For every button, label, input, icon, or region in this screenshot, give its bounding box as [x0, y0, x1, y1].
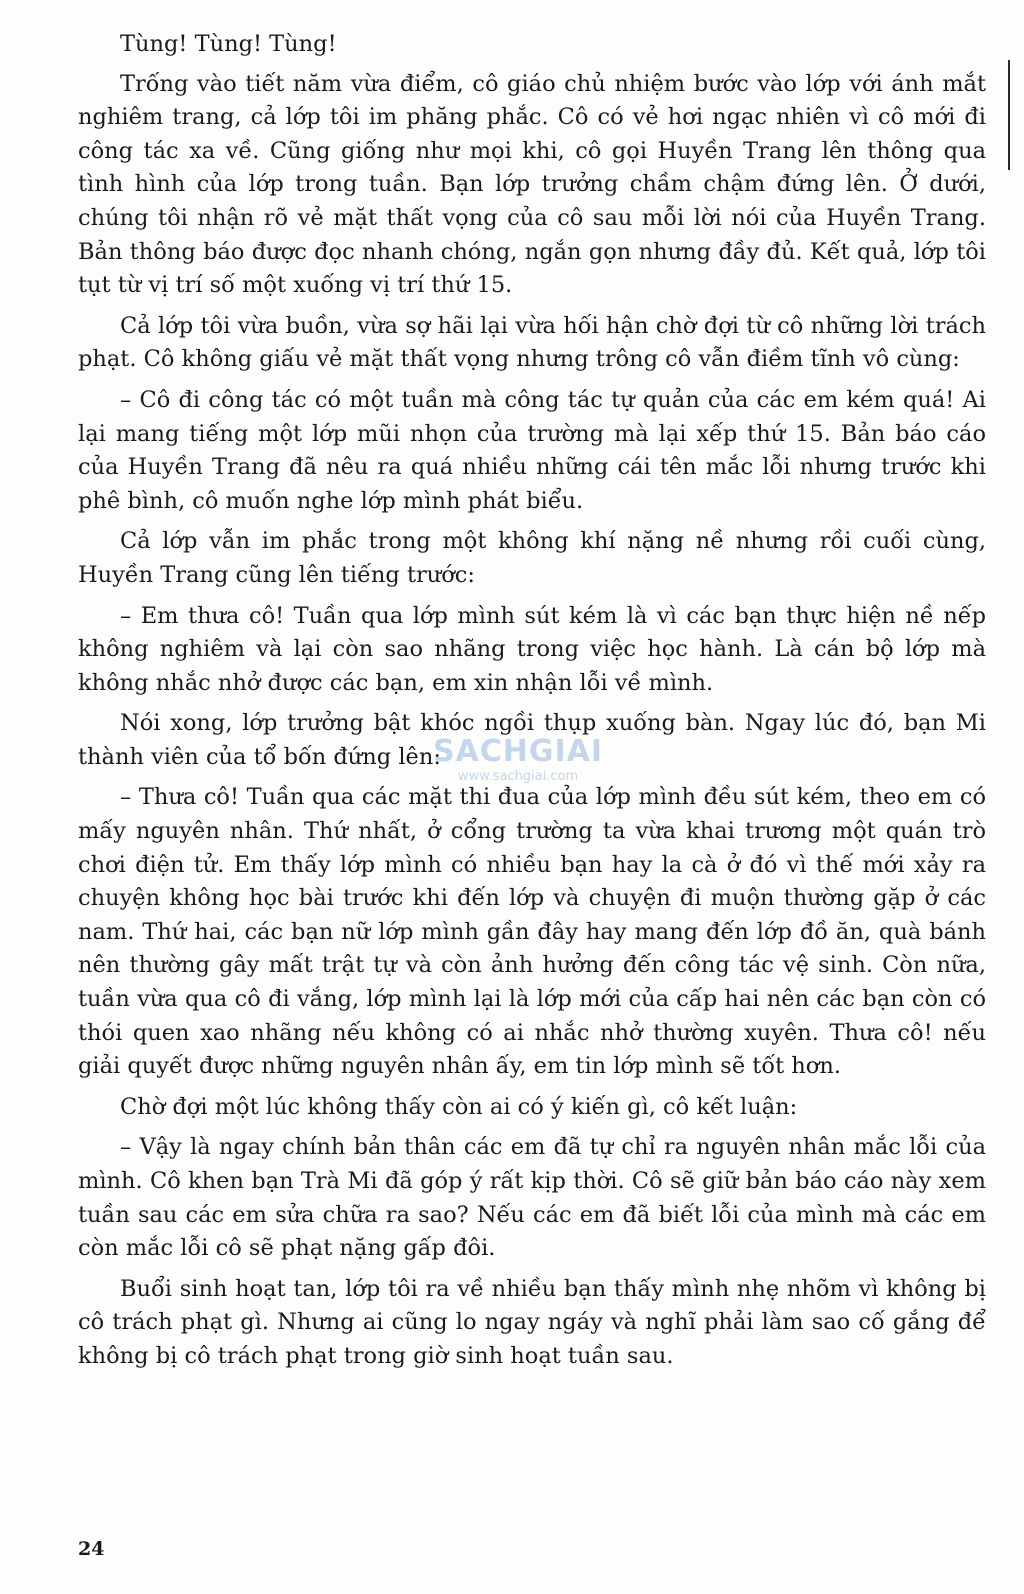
page-number: 24: [78, 1538, 105, 1560]
watermark-logo: SACHGIAI: [432, 734, 604, 769]
paragraph: Cả lớp tôi vừa buồn, vừa sợ hãi lại vừa hối hận chờ đợi từ cô những lời trách phạt. Cô không giấu vẻ mặt thất vọng nhưng trông cô vẫn điềm tĩnh vô cùng:: [78, 312, 986, 373]
paragraph: Buổi sinh hoạt tan, lớp tôi ra về nhiều bạn thấy mình nhẹ nhõm vì không bị cô trách phạt gì. Nhưng ai cũng lo ngay ngáy và nghĩ phải làm sao cố gắng để không bị cô trách phạt trong giờ sinh hoạt tuần sau.: [78, 1275, 986, 1369]
paragraph: – Em thưa cô! Tuần qua lớp mình sút kém là vì các bạn thực hiện nề nếp không nghiêm và lại còn sao nhãng trong việc học hành. Là cán bộ lớp mà không nhắc nhở được các bạn, em xin nhận lỗi về mình.: [78, 602, 986, 696]
paragraph: Tùng! Tùng! Tùng!: [120, 31, 337, 57]
paragraph: Chờ đợi một lúc không thấy còn ai có ý kiến gì, cô kết luận:: [120, 1093, 798, 1120]
body-text: [78, 28, 986, 1381]
paragraph: Cả lớp vẫn im phắc trong một không khí nặng nề nhưng rồi cuối cùng, Huyền Trang cũng lên tiếng trước:: [78, 528, 986, 588]
paragraph: – Vậy là ngay chính bản thân các em đã tự chỉ ra nguyên nhân mắc lỗi của mình. Cô khen bạn Trà Mi đã góp ý rất kịp thời. Cô sẽ giữ bản báo cáo này xem tuần sau các em sửa chữa ra sao? Nếu các em đã biết lỗi của mình mà các em còn mắc lỗi cô sẽ phạt nặng gấp đôi.: [78, 1134, 986, 1262]
paragraph: – Cô đi công tác có một tuần mà công tác tự quản của các em kém quá! Ai lại mang tiếng một lớp mũi nhọn của trường mà lại xếp thứ 15. Bản báo cáo của Huyền Trang đã nêu ra quá nhiều những cái tên mắc lỗi nhưng trước khi phê bình, cô muốn nghe lớp mình phát biểu.: [78, 386, 986, 514]
paragraph: Trống vào tiết năm vừa điểm, cô giáo chủ nhiệm bước vào lớp với ánh mắt nghiêm trang, cả lớp tôi im phăng phắc. Cô có vẻ hơi ngạc nhiên vì cô mới đi công tác xa về. Cũng giống như mọi khi, cô gọi Huyền Trang lên thông qua tình hình của lớp trong tuần. Bạn lớp trưởng chầm chậm đứng lên. Ở dưới, chúng tôi nhận rõ vẻ mặt thất vọng của cô sau mỗi lời nói của Huyền Trang. Bản thông báo được đọc nhanh chóng, ngắn gọn nhưng đầy đủ. Kết quả, lớp tôi tụt từ vị trí số một xuống vị trí thứ 15.: [78, 70, 986, 299]
paragraph: – Thưa cô! Tuần qua các mặt thi đua của lớp mình đều sút kém, theo em có mấy nguyên nhân. Thứ nhất, ở cổng trường ta vừa khai trương một quán trò chơi điện tử. Em thấy lớp mình có nhiều bạn hay la cà ở đó vì thế mới xảy ra chuyện không học bài trước khi đến lớp và chuyện đi muộn thường gặp ở các nam. Thứ hai, các bạn nữ lớp mình gần đây hay mang đến lớp đồ ăn, quà bánh nên thường gây mất trật tự và còn ảnh hưởng đến công tác vệ sinh. Còn nữa, tuần vừa qua cô đi vắng, lớp mình lại là lớp mới của cấp hai nên các bạn còn có thói quen xao nhãng nếu không có ai nhắc nhở thường xuyên. Thưa cô! nếu giải quyết được những nguyên nhân ấy, em tin lớp mình sẽ tốt hơn.: [78, 784, 986, 1080]
paragraph: Nói xong, lớp trưởng bật khóc ngồi thụp xuống bàn. Ngay lúc đó, bạn Mi thành viên của tổ bốn đứng lên:: [78, 710, 986, 770]
watermark-url: www.sachgiai.com: [457, 769, 579, 784]
page-edge-mark: [1008, 60, 1010, 170]
